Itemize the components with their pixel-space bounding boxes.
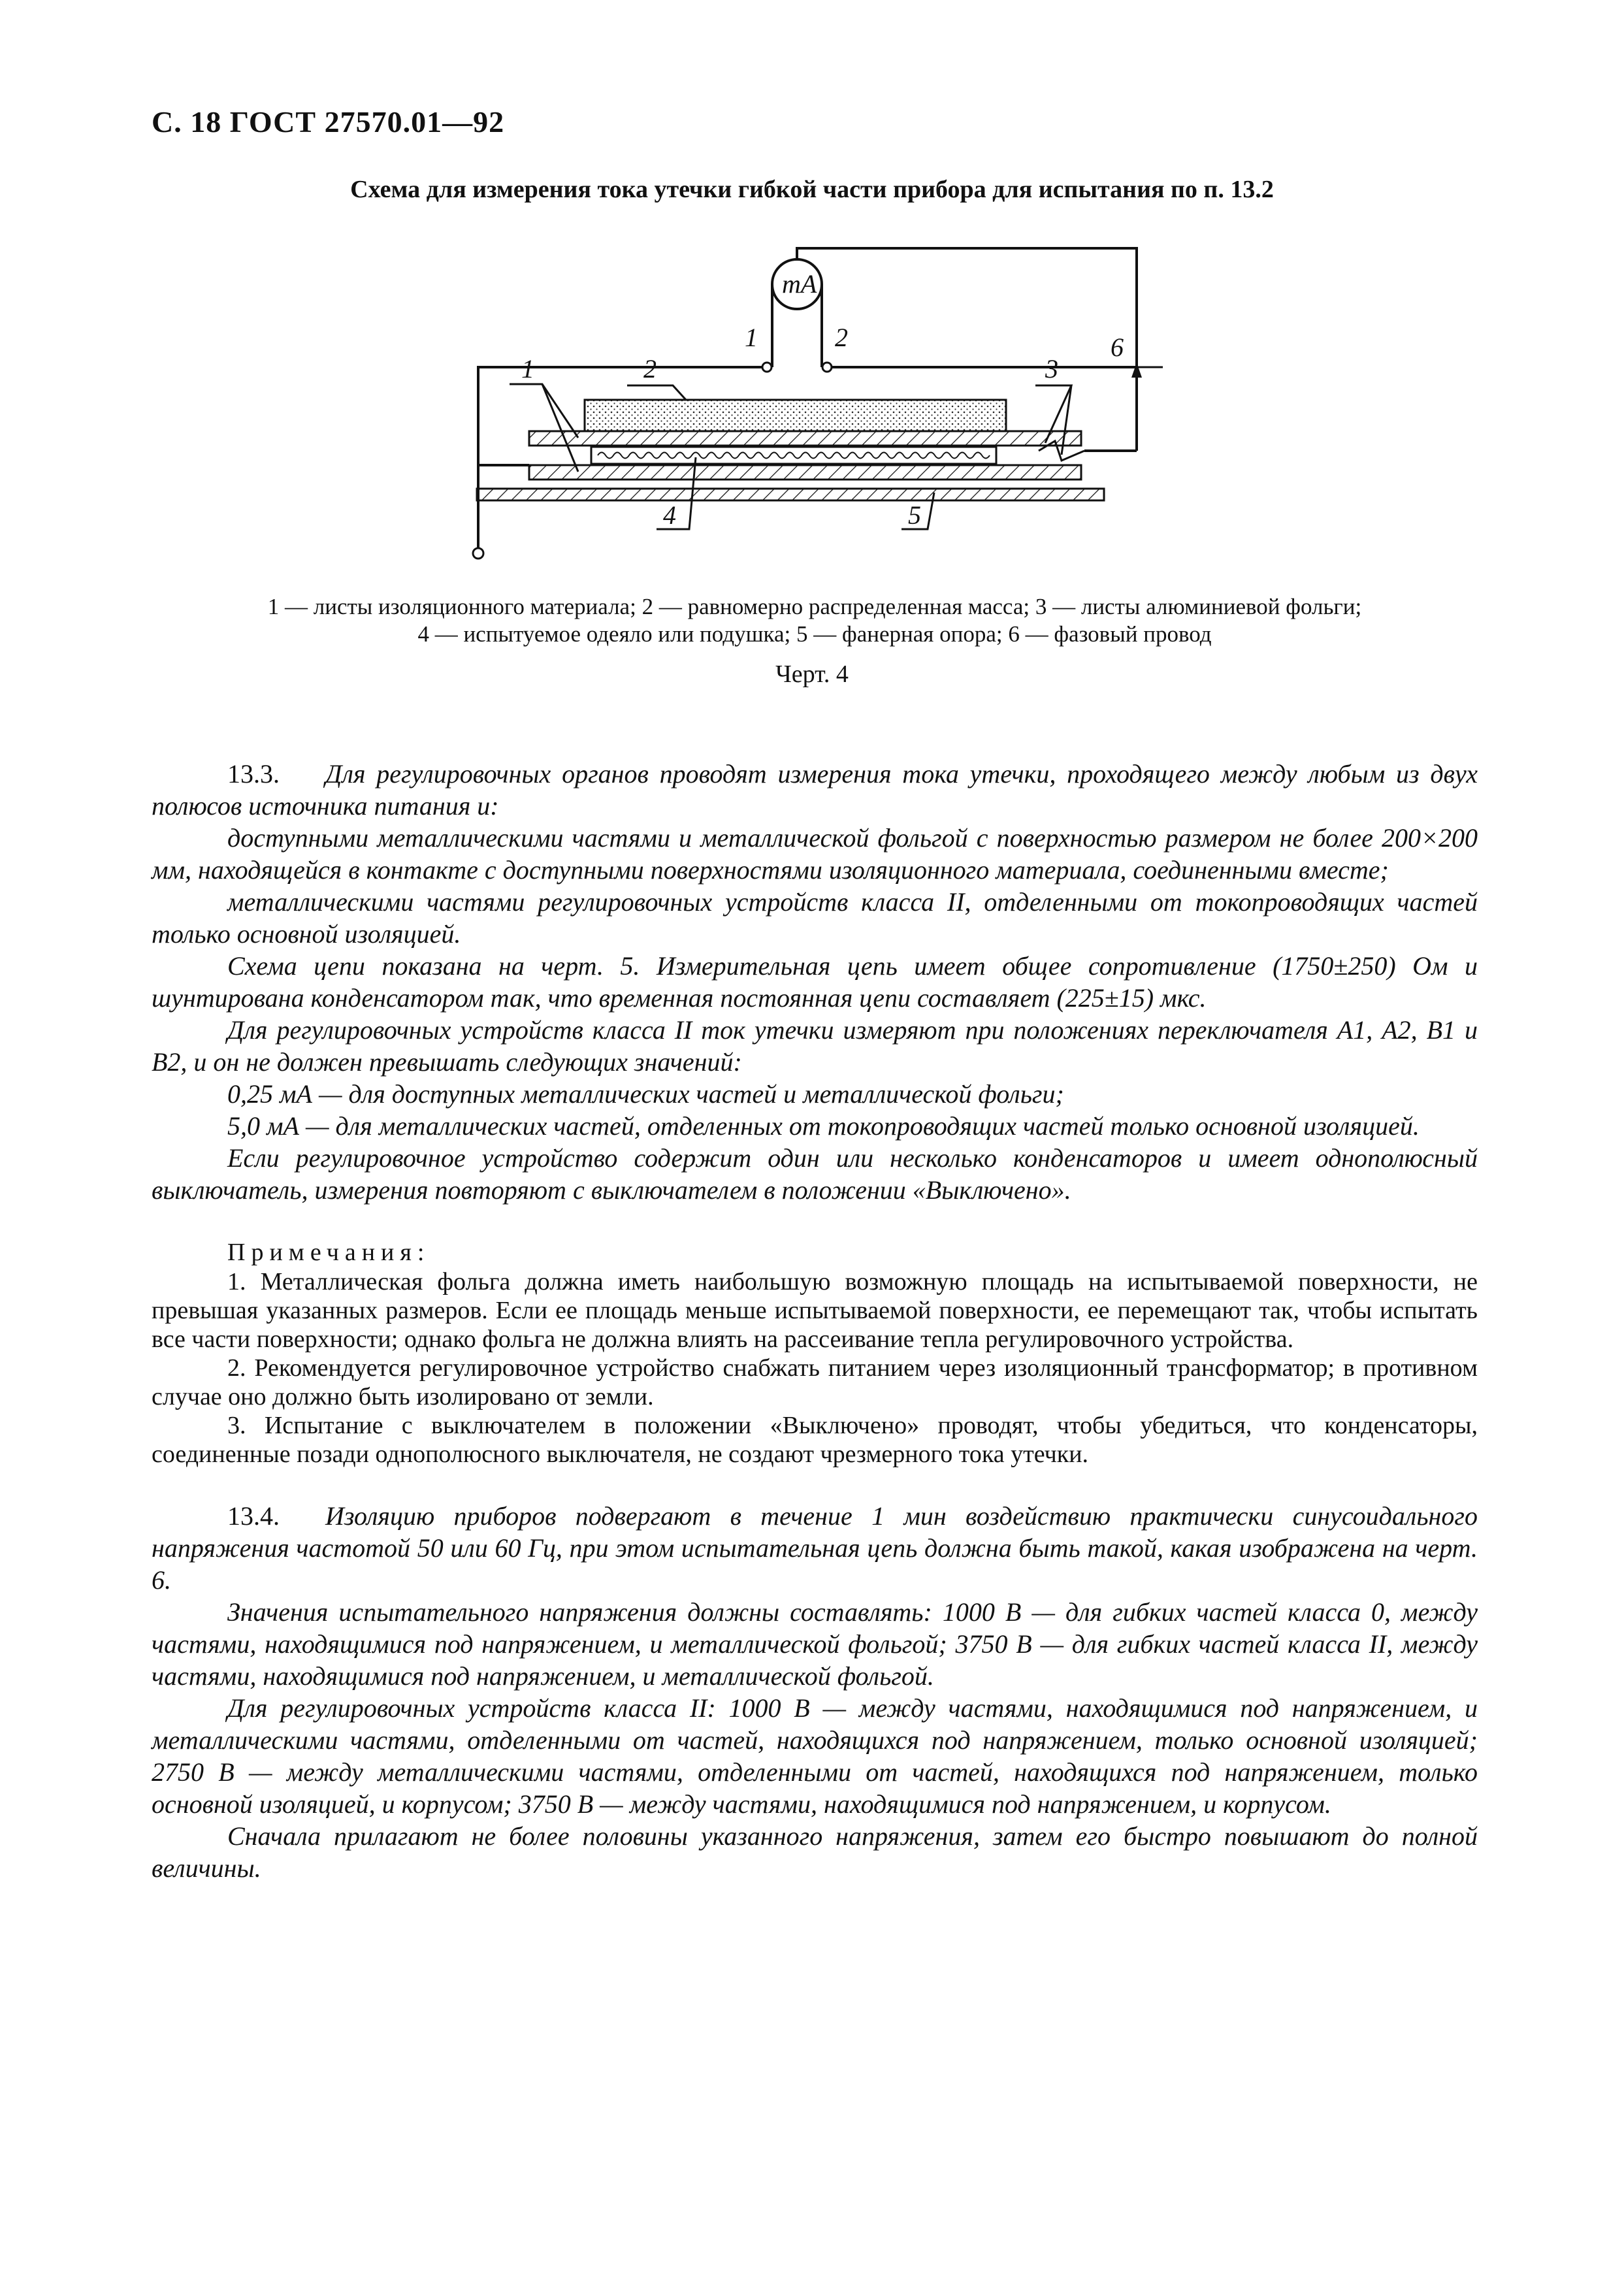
distributed-mass [585,400,1006,431]
insulating-sheet-top [529,431,1081,446]
label-5: 5 [908,500,921,530]
paragraph-13-4 [152,1500,1478,1596]
insulating-sheet-bottom [529,465,1081,480]
note-item: 1. Металлическая фольга должна иметь наибольшую возможную площадь на испытываемой поверхности, не превышая указанных размеров. Если ее площадь меньше испытываемой поверхности, ее перемещают так, чтобы испытать все части поверхности; однако фольга не должна влиять на рассеивание тепла регулировочного устройства. [152,1268,1478,1353]
label-6: 6 [1111,333,1124,362]
milliammeter-symbol [772,259,822,309]
caption-line-1: 1 — листы изоляционного материала; 2 — равномерно распределенная масса; 3 — листы алюминиевой фольги; [267,594,1362,619]
terminal-1 [762,363,771,372]
arrow-icon [1131,363,1142,378]
label-4: 4 [663,500,676,530]
plywood-support [477,489,1104,500]
paragraph: 0,25 мА — для доступных металлических частей и металлической фольги; [227,1079,1064,1109]
paragraph: 5,0 мА — для металлических частей, отделенных от токопроводящих частей только основной изоляцией. [227,1111,1420,1141]
note-item: 2. Рекомендуется регулировочное устройство снабжать питанием через изоляционный трансформатор; в противном случае оно должно быть изолировано от земли. [152,1354,1478,1410]
paragraph: Для регулировочных устройств класса II ток утечки измеряют при положениях переключателя А1, А2, В1 и В2, и он не должен превышать следующих значений: [152,1015,1478,1077]
label-3: 3 [1045,354,1058,383]
figure-number: Черт. 4 [775,660,849,688]
figure-caption [152,593,1478,648]
paragraph-text: Для регулировочных органов проводят измерения тока утечки, проходящего между любым из двух полюсов источника питания и: [152,759,1478,821]
section-number: 13.3. [227,759,280,789]
notes-title: Примечания: [227,1239,430,1266]
list-item: металлическими частями регулировочных устройств класса II, отделенными от токопроводящих частей только основной изоляцией. [152,887,1478,949]
terminal-2-label: 2 [835,323,848,352]
terminal-2 [822,363,832,372]
terminal-1-label: 1 [745,323,758,352]
circuit-diagram [457,229,1163,575]
meter-label: mA [782,269,817,299]
paragraph: Значения испытательного напряжения должны составлять: 1000 В — для гибких частей класса 0, между частями, находящимися под напряжением, и металлической фольгой; 3750 В — для гибких частей класса II, между частями, находящимися под напряжением, и металлической фольгой. [152,1597,1478,1691]
paragraph-text: Изоляцию приборов подвергают в течение 1 мин воздействию практически синусоидального напряжения частотой 50 или 60 Гц, при этом испытательная цепь должна быть такой, какая изображена на черт. 6. [152,1501,1478,1595]
ground-terminal [473,548,483,559]
figure-title: Схема для измерения тока утечки гибкой части прибора для испытания по п. 13.2 [350,176,1274,203]
paragraph: Если регулировочное устройство содержит один или несколько конденсаторов и имеет однополюсный выключатель, измерения повторяют с выключателем в положении «Выключено». [152,1143,1478,1205]
list-item: доступными металлическими частями и металлической фольгой с поверхностью размером не более 200×200 мм, находящейся в контакте с доступными поверхностями изоляционного материала, соединенными вместе; [152,823,1478,885]
section-number: 13.4. [227,1501,280,1531]
note-item: 3. Испытание с выключателем в положении «Выключено» проводят, чтобы убедиться, что конденсаторы, соединенные позади однополюсного выключателя, не создают чрезмерного тока утечки. [152,1412,1478,1468]
label-2: 2 [643,354,657,383]
caption-line-2: 4 — испытуемое одеяло или подушка; 5 — фанерная опора; 6 — фазовый провод [417,621,1212,647]
document-body [152,758,1478,1884]
page-header: С. 18 ГОСТ 27570.01—92 [152,105,505,138]
label-1: 1 [521,354,534,383]
paragraph: Схема цепи показана на черт. 5. Измерительная цепь имеет общее сопротивление (1750±250) Ом и шунтирована конденсатором так, что временная постоянная цепи составляет (225±15) мкс. [152,951,1478,1013]
paragraph: Сначала прилагают не более половины указанного напряжения, затем его быстро повышают до полной величины. [152,1821,1478,1883]
paragraph: Для регулировочных устройств класса II: 1000 В — между частями, находящимися под напряжением, и металлическими частями, отделенными от частей, находящихся под напряжением, только основной изоляцией; 2750 В — между металлическими частями, отделенными от частей, находящихся под напряжением, только основной изоляцией, и корпусом; 3750 В — между частями, находящимися под напряжением, и корпусом. [152,1693,1478,1819]
paragraph-13-3 [152,758,1478,822]
